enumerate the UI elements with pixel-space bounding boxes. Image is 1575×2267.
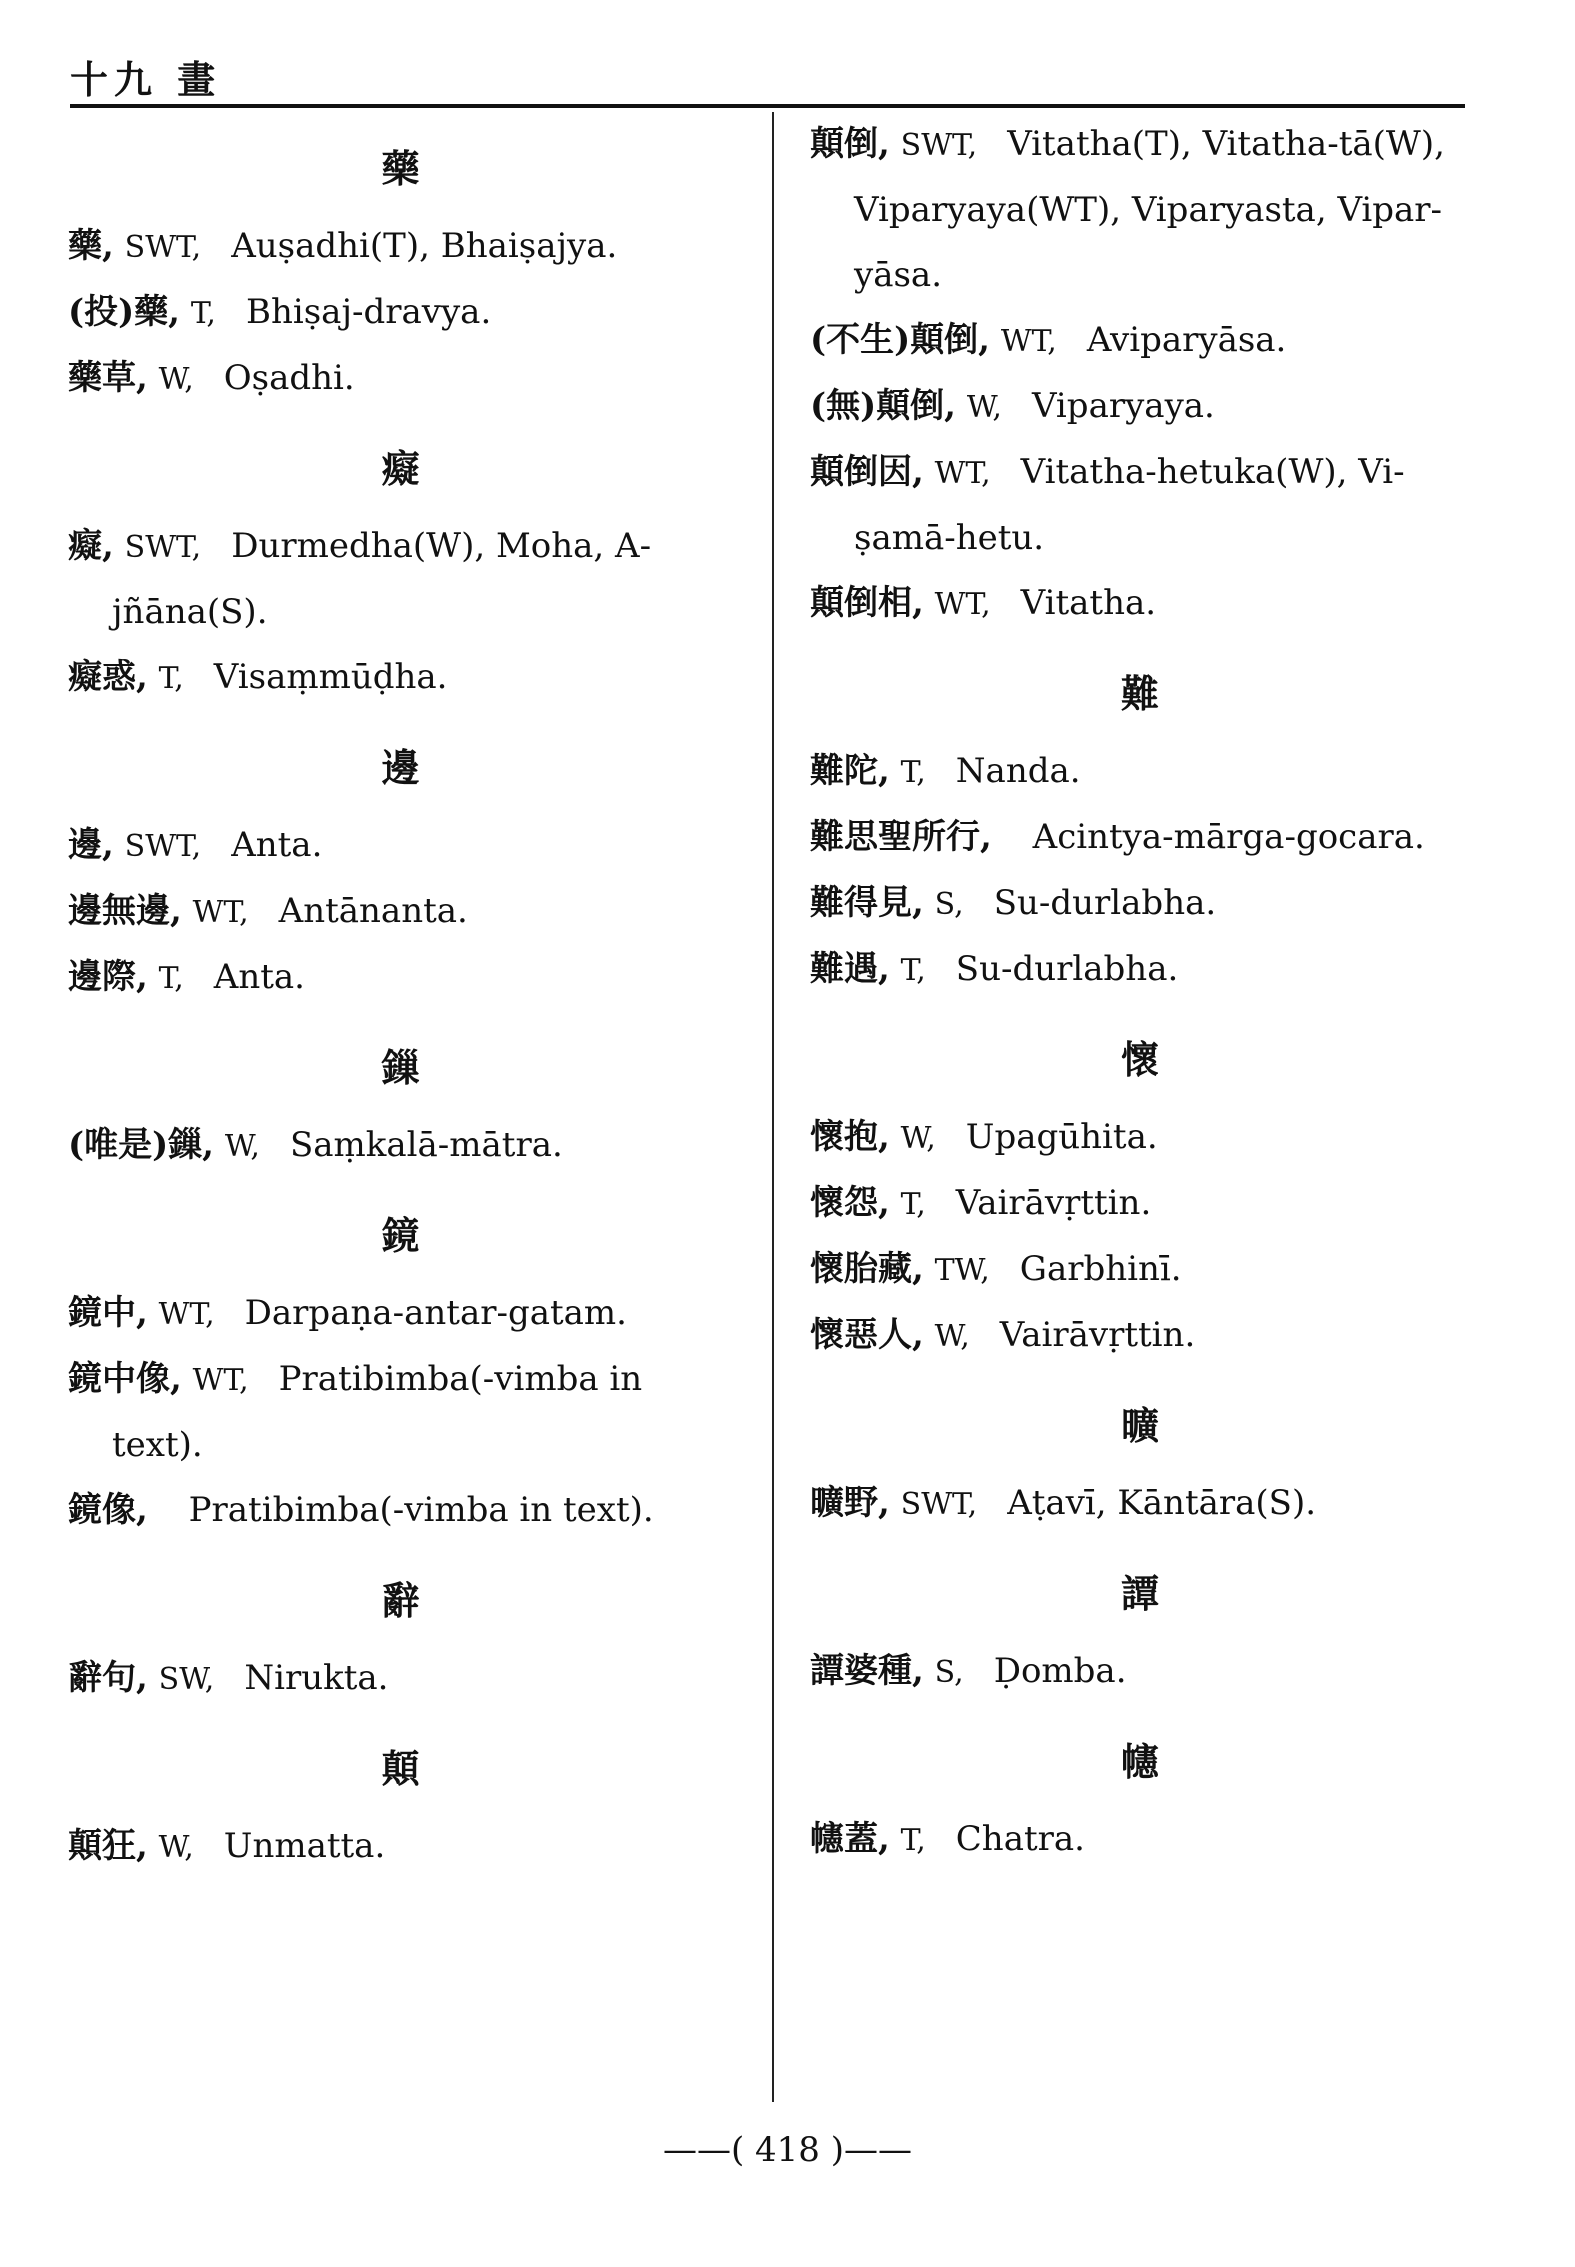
- entry-source-code: T,: [900, 755, 926, 790]
- entry-source-code: T,: [900, 1823, 926, 1858]
- dictionary-section: [810, 1393, 1470, 1537]
- entry-sanskrit: Pratibimba(-vimba in text).: [188, 1490, 654, 1530]
- entry-term: (投)藥,: [68, 292, 181, 332]
- dictionary-entry: [68, 214, 733, 280]
- left-column: [68, 112, 733, 1880]
- section-heading: 藥: [381, 146, 420, 191]
- dictionary-entry: [810, 440, 1470, 571]
- entry-term: 邊無邊,: [68, 891, 182, 931]
- entry-term: 癡,: [68, 526, 114, 566]
- dictionary-entry: [810, 1171, 1470, 1237]
- dictionary-section: [68, 735, 733, 1011]
- entry-sanskrit: Viparyaya.: [1031, 386, 1215, 426]
- dictionary-entry: [810, 1471, 1470, 1537]
- entry-source-code: W,: [966, 390, 1002, 425]
- entry-term: 邊際,: [68, 957, 148, 997]
- entry-term: 顛倒相,: [810, 583, 924, 623]
- section-heading: 癡: [381, 446, 420, 491]
- entry-sanskrit: Anta.: [231, 825, 323, 865]
- entry-source-code: W,: [158, 1830, 194, 1865]
- dictionary-entry: [810, 571, 1470, 637]
- dictionary-entry: [68, 1646, 733, 1712]
- dictionary-entry: [68, 1478, 733, 1544]
- entry-sanskrit: Auṣadhi(T), Bhaiṣajya.: [231, 226, 618, 266]
- entry-term: 藥,: [68, 226, 114, 266]
- entry-sanskrit: Unmatta.: [223, 1826, 386, 1866]
- dictionary-entry: [68, 813, 733, 879]
- dictionary-entry: [810, 1639, 1470, 1705]
- dictionary-section: [810, 1729, 1470, 1873]
- dictionary-entry: [68, 1814, 733, 1880]
- entry-term: (不生)顛倒,: [810, 320, 991, 360]
- dictionary-entry: [810, 112, 1470, 308]
- section-heading: 顛: [381, 1746, 420, 1791]
- section-heading: 曠: [1120, 1403, 1159, 1448]
- entry-source-code: T,: [900, 1187, 926, 1222]
- dictionary-entry: [68, 1347, 733, 1478]
- entry-sanskrit: Vairāvṛttin.: [955, 1183, 1152, 1223]
- dictionary-section: [68, 136, 733, 412]
- entry-sanskrit: Saṃkalā-mātra.: [289, 1125, 563, 1165]
- dictionary-section: [68, 1203, 733, 1544]
- entry-term: 難思聖所行,: [810, 817, 992, 857]
- entry-term: 譚婆種,: [810, 1651, 924, 1691]
- dictionary-section: [68, 1736, 733, 1880]
- entry-source-code: T,: [158, 661, 184, 696]
- entry-source-code: W,: [934, 1319, 970, 1354]
- page-header: [70, 58, 1465, 102]
- entry-source-code: WT,: [934, 456, 991, 491]
- entry-term: 鏡像,: [68, 1490, 148, 1530]
- entry-sanskrit: Darpaṇa-antar-gatam.: [244, 1293, 627, 1333]
- section-heading: 幰: [1120, 1739, 1159, 1784]
- entry-sanskrit: Nirukta.: [244, 1658, 389, 1698]
- entry-term: 懷胎藏,: [810, 1249, 924, 1289]
- dictionary-entry: [68, 645, 733, 711]
- dictionary-entry: [68, 1113, 733, 1179]
- dictionary-section: [68, 436, 733, 711]
- entry-term: 幰蓋,: [810, 1819, 890, 1859]
- entry-source-code: S,: [934, 1655, 964, 1690]
- entry-term: 邊,: [68, 825, 114, 865]
- entry-sanskrit: Su-durlabha.: [955, 949, 1179, 989]
- entry-source-code: SWT,: [900, 1487, 978, 1522]
- section-heading: 譚: [1120, 1571, 1159, 1616]
- dictionary-section: [810, 1561, 1470, 1705]
- entry-source-code: W,: [224, 1129, 260, 1164]
- header-rule: [70, 104, 1465, 108]
- entry-source-code: T,: [158, 961, 184, 996]
- dictionary-section: [810, 112, 1470, 637]
- entry-source-code: WT,: [192, 895, 249, 930]
- entry-source-code: SWT,: [900, 128, 978, 163]
- entry-source-code: SWT,: [124, 230, 202, 265]
- entry-term: (唯是)鏁,: [68, 1125, 215, 1165]
- entry-term: (無)顛倒,: [810, 386, 957, 426]
- entry-sanskrit: Bhiṣaj-dravya.: [245, 292, 492, 332]
- entry-source-code: T,: [900, 953, 926, 988]
- entry-term: 鏡中,: [68, 1293, 148, 1333]
- entry-sanskrit: Chatra.: [955, 1819, 1085, 1859]
- section-heading: 鏁: [381, 1045, 420, 1090]
- entry-source-code: W,: [158, 362, 194, 397]
- dictionary-entry: [810, 805, 1470, 871]
- entry-term: 懷抱,: [810, 1117, 890, 1157]
- entry-term: 顛狂,: [68, 1826, 148, 1866]
- entry-term: 難陀,: [810, 751, 890, 791]
- dictionary-section: [68, 1568, 733, 1712]
- entry-source-code: W,: [900, 1121, 936, 1156]
- entry-sanskrit: Vitatha-hetuka(W), Vi-ṣamā-hetu.: [854, 452, 1405, 558]
- entry-term: 懷惡人,: [810, 1315, 924, 1355]
- section-heading: 鏡: [381, 1213, 420, 1258]
- entry-source-code: SWT,: [124, 530, 202, 565]
- entry-term: 鏡中像,: [68, 1359, 182, 1399]
- entry-sanskrit: Acintya-mārga-gocara.: [1032, 817, 1425, 857]
- entry-sanskrit: Su-durlabha.: [993, 883, 1217, 923]
- page-title: 十九 畫: [70, 57, 222, 102]
- entry-term: 癡惑,: [68, 657, 148, 697]
- section-heading: 難: [1120, 671, 1159, 716]
- entry-sanskrit: Oṣadhi.: [223, 358, 355, 398]
- entry-sanskrit: Anta.: [213, 957, 305, 997]
- entry-term: 難得見,: [810, 883, 924, 923]
- page-number: ——( 418 )——: [662, 2130, 913, 2170]
- entry-source-code: WT,: [1000, 324, 1057, 359]
- section-heading: 懷: [1120, 1037, 1159, 1082]
- entry-source-code: T,: [190, 296, 216, 331]
- section-heading: 邊: [381, 745, 420, 790]
- column-divider: [772, 112, 774, 2102]
- dictionary-entry: [68, 280, 733, 346]
- entry-source-code: S,: [934, 887, 964, 922]
- dictionary-entry: [810, 1105, 1470, 1171]
- entry-sanskrit: Aviparyāsa.: [1086, 320, 1287, 360]
- entry-term: 難遇,: [810, 949, 890, 989]
- entry-sanskrit: Ḍomba.: [993, 1651, 1127, 1691]
- section-heading: 辭: [381, 1578, 420, 1623]
- dictionary-section: [68, 1035, 733, 1179]
- dictionary-entry: [68, 514, 733, 645]
- entry-sanskrit: Vairāvṛttin.: [999, 1315, 1196, 1355]
- entry-sanskrit: Visaṃmūḍha.: [213, 657, 448, 697]
- entry-term: 藥草,: [68, 358, 148, 398]
- entry-source-code: TW,: [934, 1253, 990, 1288]
- dictionary-entry: [68, 1281, 733, 1347]
- dictionary-entry: [68, 945, 733, 1011]
- entry-sanskrit: Pratibimba(-vimba in text).: [112, 1359, 643, 1465]
- dictionary-entry: [810, 871, 1470, 937]
- dictionary-entry: [810, 739, 1470, 805]
- dictionary-section: [810, 661, 1470, 1003]
- entry-sanskrit: Aṭavī, Kāntāra(S).: [1007, 1483, 1317, 1523]
- entry-sanskrit: Antānanta.: [278, 891, 468, 931]
- entry-term: 顛倒因,: [810, 452, 924, 492]
- dictionary-entry: [810, 1303, 1470, 1369]
- dictionary-entry: [810, 1807, 1470, 1873]
- entry-term: 辭句,: [68, 1658, 148, 1698]
- entry-sanskrit: Upagūhita.: [965, 1117, 1158, 1157]
- entry-source-code: WT,: [934, 587, 991, 622]
- right-column: [810, 112, 1470, 1873]
- entry-sanskrit: Nanda.: [955, 751, 1081, 791]
- dictionary-entry: [68, 879, 733, 945]
- entry-term: 懷怨,: [810, 1183, 890, 1223]
- dictionary-entry: [810, 937, 1470, 1003]
- dictionary-entry: [810, 308, 1470, 374]
- dictionary-entry: [810, 374, 1470, 440]
- entry-source-code: WT,: [192, 1363, 249, 1398]
- dictionary-section: [810, 1027, 1470, 1369]
- entry-sanskrit: Durmedha(W), Moha, A-jñāna(S).: [112, 526, 652, 632]
- entry-source-code: SWT,: [124, 829, 202, 864]
- entry-source-code: SW,: [158, 1662, 215, 1697]
- entry-sanskrit: Garbhinī.: [1019, 1249, 1182, 1289]
- dictionary-entry: [68, 346, 733, 412]
- entry-sanskrit: Vitatha.: [1020, 583, 1157, 623]
- entry-sanskrit: Vitatha(T), Vitatha-tā(W), Viparyaya(WT), Viparyasta, Vipar-yāsa.: [854, 124, 1445, 295]
- entry-term: 顛倒,: [810, 124, 890, 164]
- entry-source-code: WT,: [158, 1297, 215, 1332]
- entry-term: 曠野,: [810, 1483, 890, 1523]
- dictionary-entry: [810, 1237, 1470, 1303]
